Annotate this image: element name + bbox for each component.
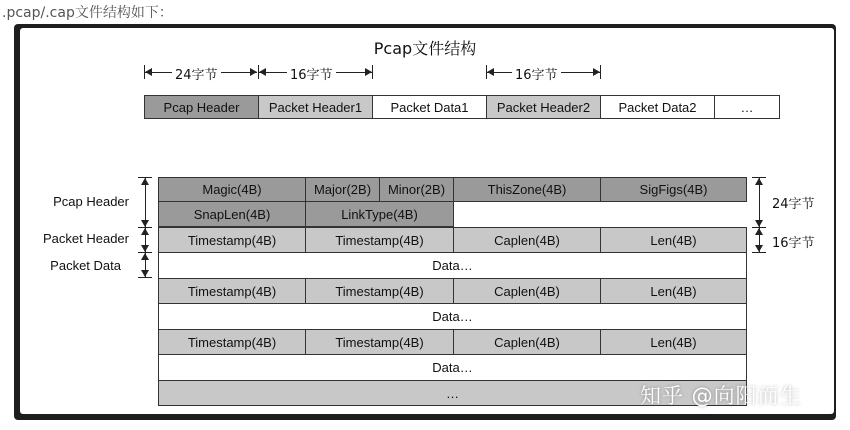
field-thiszone: ThisZone(4B): [453, 177, 601, 202]
packet-3-len: Len(4B): [600, 329, 747, 355]
field-magic: Magic(4B): [158, 177, 306, 202]
overview-packet-header-2: Packet Header2: [486, 95, 601, 119]
packet-2-timestamp-sec: Timestamp(4B): [158, 278, 306, 304]
packet-1-caplen: Caplen(4B): [453, 227, 601, 253]
watermark: 知乎 @向阳而生: [640, 384, 802, 408]
overview-packet-data-1: Packet Data1: [372, 95, 487, 119]
packet-1-len: Len(4B): [600, 227, 747, 253]
row-label-packet-header: Packet Header: [43, 231, 129, 246]
packet-ellipsis-row: …: [158, 380, 747, 406]
packet-2-caplen: Caplen(4B): [453, 278, 601, 304]
packet-2-data: Data…: [158, 303, 747, 330]
field-linktype: LinkType(4B): [305, 201, 454, 227]
dim-label-16b: 16字节: [512, 64, 561, 83]
dim-label-16a: 16字节: [287, 64, 336, 83]
caption: .pcap/.cap文件结构如下：: [2, 5, 173, 21]
dim-label-24: 24字节: [172, 64, 221, 83]
packet-3-data: Data…: [158, 354, 747, 381]
row-label-packet-data: Packet Data: [50, 258, 121, 273]
packet-3-timestamp-sec: Timestamp(4B): [158, 329, 306, 355]
packet-3-timestamp-usec: Timestamp(4B): [305, 329, 454, 355]
overview-ellipsis: …: [714, 95, 780, 119]
overview-pcap-header: Pcap Header: [144, 95, 259, 119]
field-minor: Minor(2B): [379, 177, 454, 202]
packet-2-timestamp-usec: Timestamp(4B): [305, 278, 454, 304]
packet-1-data: Data…: [158, 252, 747, 279]
diagram-title: Pcap文件结构: [373, 39, 477, 58]
packet-3-caplen: Caplen(4B): [453, 329, 601, 355]
field-major: Major(2B): [305, 177, 380, 202]
row-label-pcap-header: Pcap Header: [53, 194, 129, 209]
overview-packet-data-2: Packet Data2: [600, 95, 715, 119]
overview-packet-header-1: Packet Header1: [258, 95, 373, 119]
side-label-24: 24字节: [772, 197, 815, 212]
side-label-16: 16字节: [772, 236, 815, 251]
packet-1-timestamp-usec: Timestamp(4B): [305, 227, 454, 253]
field-sigfigs: SigFigs(4B): [600, 177, 747, 202]
packet-1-timestamp-sec: Timestamp(4B): [158, 227, 306, 253]
field-snaplen: SnapLen(4B): [158, 201, 306, 227]
packet-2-len: Len(4B): [600, 278, 747, 304]
